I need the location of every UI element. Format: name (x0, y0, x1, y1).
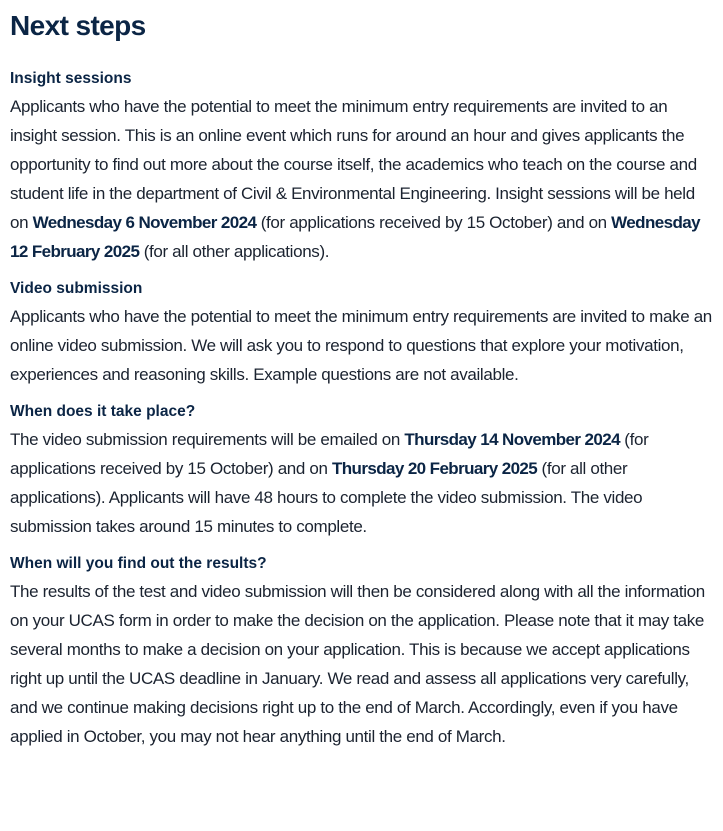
date-highlight: Wednesday 12 February 2025 (10, 213, 700, 261)
section-paragraph (10, 302, 713, 389)
section-insight-sessions (10, 69, 713, 266)
paragraph-text: Applicants who have the potential to meet the minimum entry requirements are invited to an insight session. This is an online event which runs for around an hour and gives applicants the opportunity to find out more about the course itself, the academics who teach on the course and student life in the department of Civil & Environmental Engineering. Insight sessions will be held on (10, 97, 697, 232)
section-heading: When will you find out the results? (10, 555, 267, 572)
section-paragraph (10, 92, 713, 266)
paragraph-text: Applicants who have the potential to meet the minimum entry requirements are invited to make an online video submission. We will ask you to respond to questions that explore your motivation, experiences and reasoning skills. Example questions are not available. (10, 307, 712, 384)
paragraph-text: The video submission requirements will be emailed on (10, 430, 405, 449)
section-paragraph (10, 425, 713, 541)
section-when-does-it-take-place (10, 402, 713, 541)
date-highlight: Thursday 14 November 2024 (404, 430, 620, 449)
section-video-submission (10, 279, 713, 389)
date-highlight: Wednesday 6 November 2024 (32, 213, 257, 232)
section-paragraph (10, 577, 713, 751)
section-heading: Video submission (10, 280, 143, 297)
paragraph-text: The results of the test and video submission will then be considered along with all the information on your UCAS form in order to make the decision on the application. Please note that it may take several months to make a decision on your application. This is because we accept applications right up until the UCAS deadline in January. We read and assess all applications very carefully, and we continue making decisions right up to the end of March. Accordingly, even if you have applied in October, you may not hear anything until the end of March. (10, 582, 705, 746)
paragraph-text: (for all other applications). (139, 242, 330, 261)
section-results (10, 554, 713, 751)
paragraph-text: (for all other applications). Applicants will have 48 hours to complete the video submission. The video submission takes around 15 minutes to complete. (10, 459, 643, 536)
date-highlight: Thursday 20 February 2025 (331, 459, 538, 478)
page-title: Next steps (10, 10, 146, 41)
paragraph-text: (for applications received by 15 October) and on (10, 430, 649, 478)
section-heading: When does it take place? (10, 403, 196, 420)
paragraph-text: (for applications received by 15 October) and on (256, 213, 612, 232)
section-heading: Insight sessions (10, 70, 132, 87)
